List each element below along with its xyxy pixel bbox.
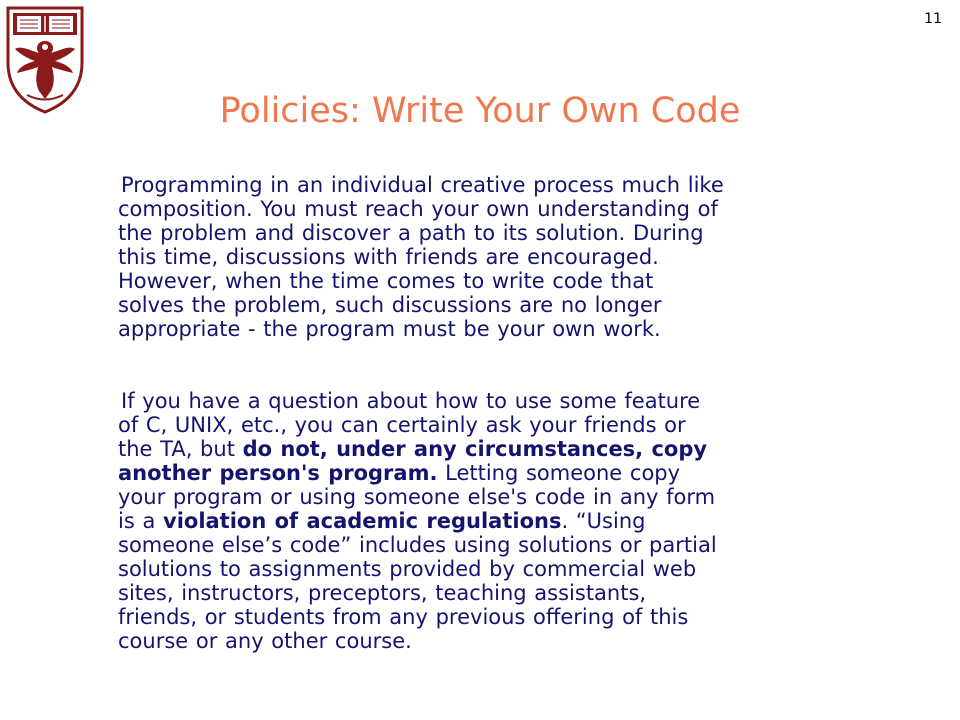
paragraph2-line: If you have a question about how to use some feature bbox=[121, 389, 701, 413]
page-number: 11 bbox=[924, 11, 942, 27]
paragraph2-line: someone else’s code” includes using solutions or partial bbox=[118, 533, 717, 557]
paragraph-writing-process bbox=[118, 173, 898, 341]
paragraph2-line: course or any other course. bbox=[118, 629, 412, 653]
paragraph1-line: composition. You must reach your own understanding of bbox=[118, 197, 718, 221]
line-text: is a bbox=[118, 509, 163, 533]
paragraph2-line: sites, instructors, preceptors, teaching assistants, bbox=[118, 581, 647, 605]
line-text: . “Using bbox=[561, 509, 646, 533]
paragraph2-line bbox=[118, 437, 898, 461]
paragraph-copying-policy bbox=[118, 389, 898, 653]
paragraph1-line: Programming in an individual creative process much like bbox=[121, 173, 724, 197]
paragraph1-line: appropriate - the program must be your own work. bbox=[118, 317, 661, 341]
line-text: the TA, but bbox=[118, 437, 243, 461]
slide-title: Policies: Write Your Own Code bbox=[219, 91, 741, 131]
paragraph1-line: However, when the time comes to write code that bbox=[118, 269, 654, 293]
paragraph1-line: this time, discussions with friends are encouraged. bbox=[118, 245, 659, 269]
paragraph2-line: solutions to assignments provided by commercial web bbox=[118, 557, 697, 581]
paragraph2-line bbox=[118, 509, 898, 533]
paragraph2-line: your program or using someone else's code in any form bbox=[118, 485, 716, 509]
paragraph2-line bbox=[118, 461, 898, 485]
paragraph1-line: solves the problem, such discussions are no longer bbox=[118, 293, 662, 317]
emphasis-another-program: another person's program. bbox=[118, 461, 438, 485]
paragraph2-line: friends, or students from any previous offering of this bbox=[118, 605, 689, 629]
paragraph1-line: the problem and discover a path to its solution. During bbox=[118, 221, 704, 245]
emphasis-do-not-copy: do not, under any circumstances, copy bbox=[242, 437, 708, 461]
line-text: Letting someone copy bbox=[437, 461, 681, 485]
paragraph2-line: of C, UNIX, etc., you can certainly ask your friends or bbox=[118, 413, 686, 437]
emphasis-violation: violation of academic regulations bbox=[163, 509, 562, 533]
